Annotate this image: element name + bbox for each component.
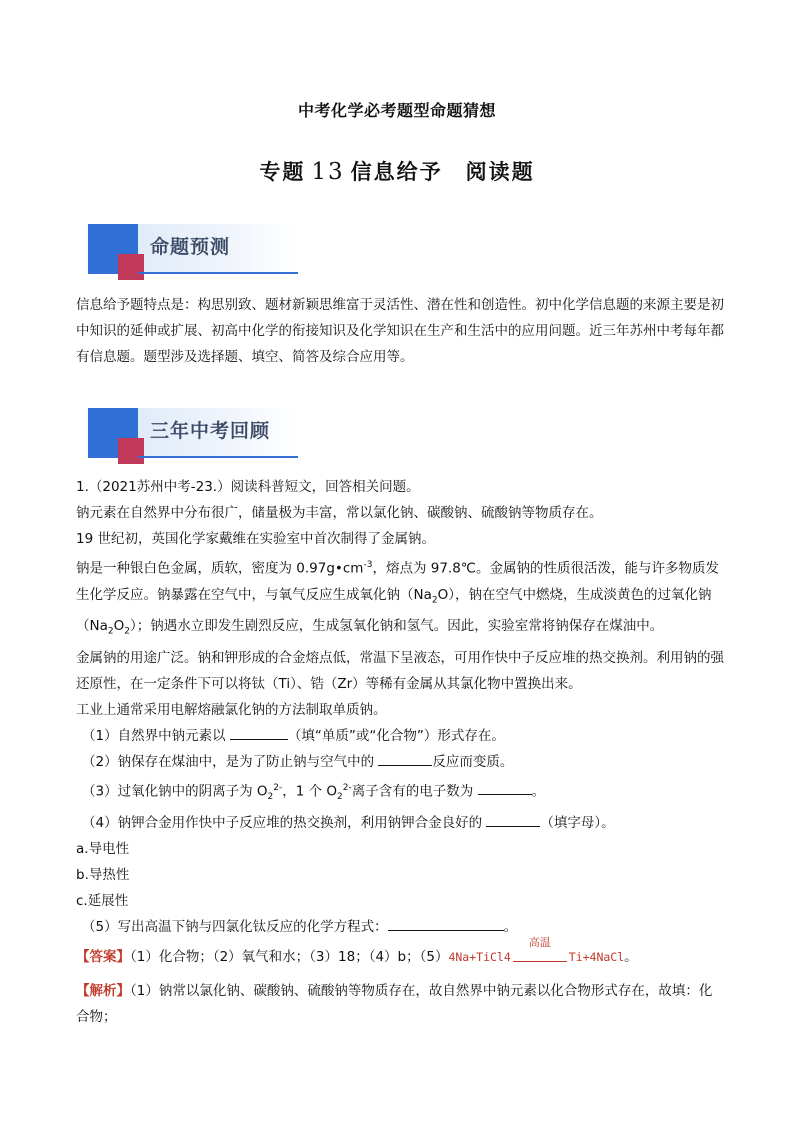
passage-paragraph-1: 钠元素在自然界中分布很广，储量极为丰富，常以氯化钠、碳酸钠、硫酸钠等物质存在。 bbox=[76, 505, 603, 521]
section-title-review: 三年中考回顾 bbox=[150, 420, 271, 442]
section-banner-prediction bbox=[88, 224, 298, 280]
answer-blank bbox=[486, 812, 540, 827]
intro-text: 信息给予题特点是：构思别致、题材新颖思维富于灵活性、潜在性和创造性。初中化学信息题的来源主要是初中知识的延伸或扩展、初高中化学的衔接知识及化学知识在生产和生活中的应用问题。近三年苏州中考每年都有信息题。题型涉及选择题、填空、简答及综合应用等。 bbox=[76, 297, 724, 365]
option-b: b.导热性 bbox=[76, 867, 130, 884]
sub-question-1: （1）自然界中钠元素以 （填“单质”或“化合物”）形式存在。 bbox=[76, 723, 724, 749]
answer-line: 【答案】（1）化合物；（2）氧气和水；（3）18；（4）b；（5）4Na+TiCl4 高温 Ti+4NaCl。 bbox=[76, 944, 724, 970]
passage-paragraph-2: 19 世纪初，英国化学家戴维在实验室中首次制得了金属钠。 bbox=[76, 531, 435, 547]
question-block bbox=[76, 474, 724, 1030]
analysis-text: （1）钠常以氯化钠、碳酸钠、硫酸钠等物质存在，故自然界中钠元素以化合物形式存在，故填：化合物； bbox=[76, 983, 713, 1026]
reaction-condition bbox=[513, 936, 567, 970]
section-title-prediction: 命题预测 bbox=[150, 236, 231, 258]
subtitle-number: 13 bbox=[311, 159, 345, 185]
analysis-line bbox=[76, 978, 724, 1030]
analysis-label: 【解析】 bbox=[76, 983, 130, 1000]
answer-label: 【答案】 bbox=[76, 949, 130, 966]
passage-paragraph-3: 钠是一种银白色金属，质软，密度为 $0.97g•cm^{-3}$，熔点为 97.8℃。金属钠的性质很活泼，能与许多物质发生化学反应。钠暴露在空气中，与氧气反应生成氧化钠$(Na_2O)$，钠在空气中燃烧，生成淡黄色的过氧化钠$(Na_2O_2)$；钠遇水立即发生剧烈反应，生成氢氧化钠和氢气。因此，实验室常将钠保存在煤油中。 bbox=[76, 560, 719, 637]
banner-red-square bbox=[118, 438, 144, 464]
page-title: 中考化学必考题型命题猜想 bbox=[297, 101, 496, 120]
sub-question-4: （4）钠钾合金用作快中子反应堆的热交换剂，利用钠钾合金良好的 （填字母）。 bbox=[76, 810, 724, 836]
subtitle-prefix: 专题 bbox=[259, 160, 306, 184]
option-a: a.导电性 bbox=[76, 841, 130, 858]
answer-blank bbox=[478, 780, 532, 795]
sub-question-5: （5）写出高温下钠与四氯化钛反应的化学方程式： 。 bbox=[76, 914, 724, 940]
sub-question-3: （3）过氧化钠中的阴离子为 $O_2^{2-}$，1 个 $O_2^{2-}$离子含有的电子数为 。 bbox=[76, 775, 724, 810]
banner-underline bbox=[138, 272, 298, 274]
sub-question-2: （2）钠保存在煤油中，是为了防止钠与空气中的 反应而变质。 bbox=[76, 749, 724, 775]
equation-left: 4Na+TiCl4 bbox=[448, 950, 511, 965]
banner-underline bbox=[138, 456, 298, 458]
answer-blank bbox=[388, 916, 504, 931]
option-c: c.延展性 bbox=[76, 893, 129, 910]
answer-blank bbox=[230, 725, 288, 740]
passage-paragraph-4: 金属钠的用途广泛。钠和钾形成的合金熔点低，常温下呈液态，可用作快中子反应堆的热交换剂。利用钠的强还原性，在一定条件下可以将钛（Ti）、锆（Zr）等稀有金属从其氯化物中置换出来。 bbox=[76, 649, 724, 692]
answer-blank bbox=[378, 751, 432, 766]
condition-label: 高温 bbox=[528, 936, 551, 950]
answer-text: （1）化合物；（2）氧气和水；（3）18；（4）b；（5） bbox=[130, 949, 449, 966]
intro-paragraph bbox=[76, 292, 724, 370]
section-banner-review bbox=[88, 408, 298, 464]
subtitle-topic: 信息给予 阅读题 bbox=[350, 160, 535, 184]
equation-right: Ti+4NaCl bbox=[568, 950, 625, 965]
topic-subtitle bbox=[0, 156, 794, 186]
passage-paragraph-5: 工业上通常采用电解熔融氯化钠的方法制取单质钠。 bbox=[76, 701, 387, 718]
question-header: 1.（2021苏州中考-23.）阅读科普短文，回答相关问题。 bbox=[76, 479, 420, 495]
banner-red-square bbox=[118, 254, 144, 280]
